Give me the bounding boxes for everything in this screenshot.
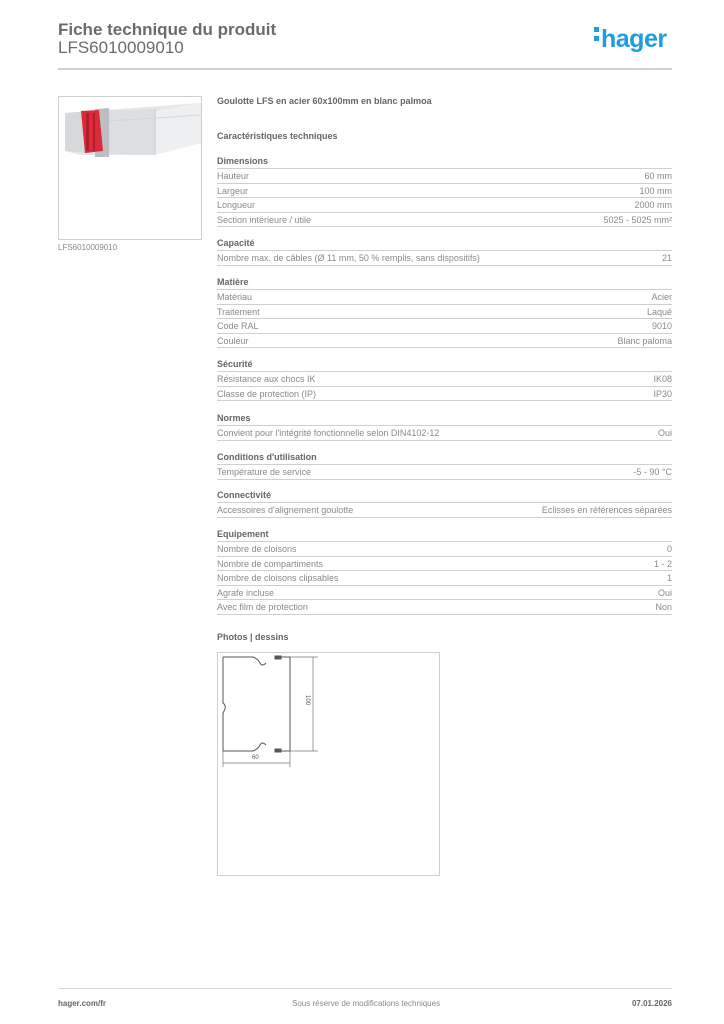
logo-text: hager [601,25,667,53]
spec-row [217,465,672,480]
product-description: Goulotte LFS en acier 60x100mm en blanc palmoa [217,96,432,106]
footer-website-link[interactable]: hager.com/fr [58,999,107,1008]
spec-value: Acier [651,292,672,302]
spec-value: 0 [666,544,672,554]
spec-row [217,571,672,586]
spec-value: 9010 [651,321,672,331]
spec-row [217,305,672,320]
spec-label: Résistance aux chocs IK [217,374,316,384]
spec-row [217,213,672,228]
spec-label: Classe de protection (IP) [217,388,317,399]
spec-row [217,169,672,184]
spec-row [217,426,672,441]
spec-value: Oui [657,428,672,438]
spec-label: Traitement [217,306,260,317]
spec-value: Blanc paloma [617,335,672,346]
section-safety [217,358,672,401]
width-dimension-label: 60 [252,755,259,761]
spec-row [217,503,672,518]
section-title: Matière [217,276,672,290]
spec-label: Accessoires d'alignement goulotte [217,505,354,515]
spec-label: Longueur [217,200,256,210]
spec-label: Hauteur [217,171,250,181]
technical-drawing [217,652,440,876]
photos-heading: Photos | dessins [217,632,289,642]
section-conditions [217,451,672,480]
page-title: Fiche technique du produit [58,20,277,39]
spec-row [217,198,672,213]
spec-row [217,372,672,387]
spec-row [217,334,672,349]
spec-value: Eclisses en références séparées [541,505,672,515]
footer-disclaimer: Sous réserve de modifications techniques [292,999,441,1008]
spec-value: 21 [661,253,672,263]
spec-value: 5025 - 5025 mm² [603,214,672,225]
spec-label: Avec film de protection [217,602,308,612]
spec-label: Largeur [217,185,249,196]
spec-value: IK08 [653,374,672,384]
section-dimensions [217,155,672,227]
spec-label: Code RAL [217,321,259,331]
spec-label: Matériau [217,292,253,302]
spec-value: Oui [657,587,672,598]
spec-label: Température de service [217,467,312,477]
spec-value: 2000 mm [634,200,672,210]
logo-colon-icon [594,23,599,45]
section-title: Conditions d'utilisation [217,451,672,465]
footer-date: 07.01.2026 [631,999,672,1008]
spec-value: 60 mm [644,171,672,181]
section-title: Normes [217,412,672,426]
spec-row [217,557,672,572]
spec-row [217,290,672,305]
spec-row [217,251,672,266]
section-equipment [217,528,672,615]
section-material [217,276,672,348]
spec-value: 100 mm [639,185,672,196]
section-title: Sécurité [217,358,672,372]
spec-label: Nombre max. de câbles (Ø 11 mm, 50 % remplis, sans dispositifs) [217,253,480,263]
section-title: Connectivité [217,489,672,503]
spec-label: Nombre de cloisons [217,544,297,554]
spec-row [217,387,672,402]
section-connectivity [217,489,672,518]
cross-section-drawing-icon [218,653,439,875]
spec-label: Couleur [217,335,249,346]
cable-trunking-icon [59,97,201,239]
spec-row [217,542,672,557]
spec-row [217,600,672,615]
hager-logo [594,25,667,54]
tech-specs-heading: Caractéristiques techniques [217,131,338,141]
product-image [58,96,202,240]
section-standards [217,412,672,441]
spec-row [217,184,672,199]
spec-row [217,586,672,601]
spec-value: 1 [666,573,672,583]
spec-value: -5 - 90 °C [633,467,672,477]
spec-value: IP30 [653,388,672,399]
spec-value: Laqué [646,306,672,317]
section-title: Equipement [217,528,672,542]
spec-label: Agrafe incluse [217,587,275,598]
height-dimension-label: 100 [304,695,310,706]
spec-label: Convient pour l'intégrité fonctionnelle selon DIN4102-12 [217,428,440,438]
footer-divider [58,988,672,989]
product-code: LFS6010009010 [58,38,184,57]
spec-label: Section intérieure / utile [217,214,312,225]
product-image-caption: LFS6010009010 [58,243,118,252]
header-divider [58,68,672,70]
section-capacity [217,237,672,266]
spec-label: Nombre de compartiments [217,558,324,569]
section-title: Dimensions [217,155,672,169]
section-title: Capacité [217,237,672,251]
spec-row [217,319,672,334]
spec-value: 1 - 2 [653,558,672,569]
spec-value: Non [655,602,672,612]
spec-label: Nombre de cloisons clipsables [217,573,339,583]
